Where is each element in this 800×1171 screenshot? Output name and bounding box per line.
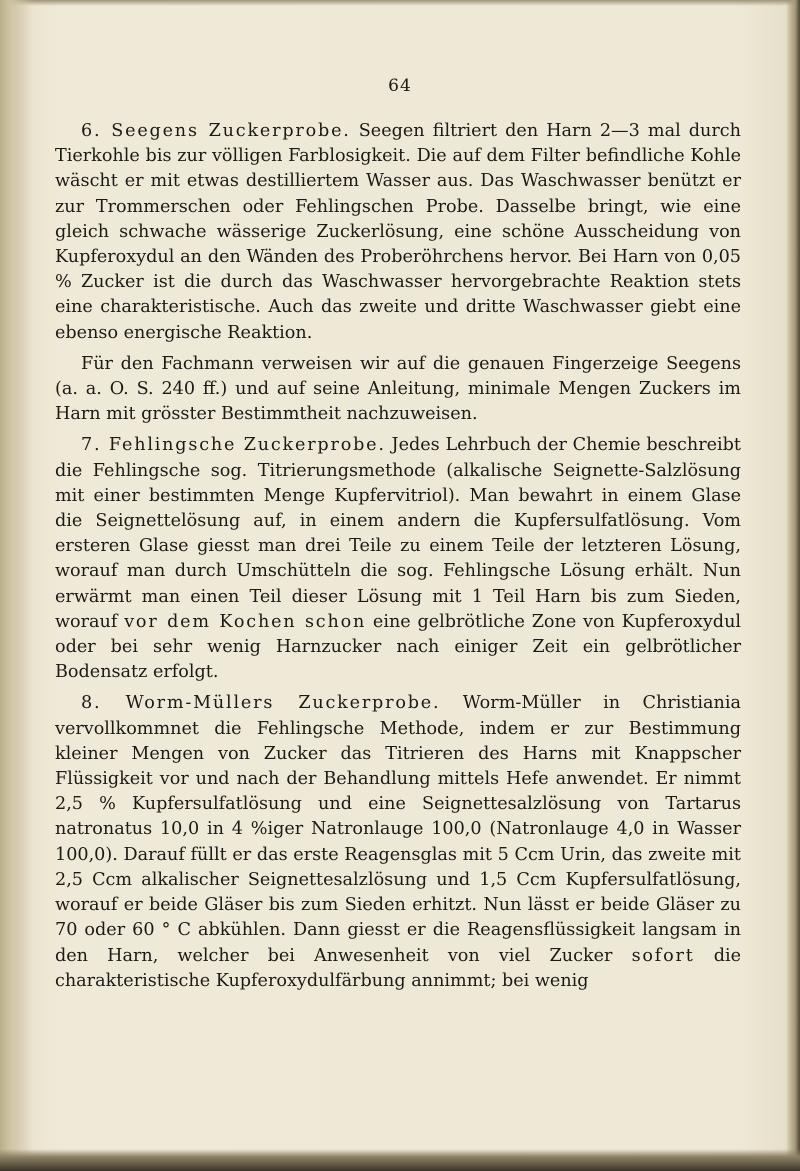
section-8-heading: 8. Worm-Müllers Zuckerprobe.: [81, 693, 441, 714]
section-7-heading: 7. Fehlingsche Zuckerprobe.: [81, 435, 386, 456]
section-6-heading: 6. Seegens Zuckerprobe.: [81, 121, 351, 141]
fachmann-text: Für den Fachmann verweisen wir auf die genauen Fingerzeige Seegens (a. a. O. S. 240 ff.) und auf seine Anleitung, minimale Mengen Zuckers im Harn mit grösster Bestimmtheit nachzuweisen.: [55, 353, 741, 425]
binding-shadow-right: [786, 0, 800, 1171]
section-8-paragraph: [55, 691, 741, 993]
section-7-paragraph: [55, 433, 741, 685]
body-text: [55, 119, 741, 994]
binding-shadow-left: [0, 0, 34, 1171]
section-7-text: Jedes Lehrbuch der Chemie beschreibt die Fehlingsche sog. Titrierungsmethode (alkalische Seignette-Salzlösung mit einer bestimmten Menge Kupfervitriol). Man bewahrt in einem Glase die Seignettelösung auf, in einem andern die Kupfersulfatlösung. Vom ersteren Glase giesst man drei Teile zu einem Teile der letzteren Lösung, worauf man durch Umschütteln die sog. Fehlingsche Lösung erhält. Nun erwärmt man einen Teil dieser Lösung mit 1 Teil Harn bis zum Sieden, worauf: [55, 435, 741, 632]
page-number: 64: [388, 76, 412, 96]
section-6-paragraph: [55, 119, 741, 346]
section-7-text-after: eine gelbrötliche Zone von Kupferoxydul oder bei sehr wenig Harnzucker nach einiger Zeit ein gelbrötlicher Bodensatz erfolgt.: [55, 611, 742, 683]
section-6-text: Seegen filtriert den Harn 2—3 mal durch Tierkohle bis zur völligen Farblosigkeit. Die auf dem Filter befindliche Kohle wäscht er mit etwas destilliertem Wasser aus. Das Waschwasser benützt er zur Trommerschen oder Fehlingschen Probe. Dasselbe bringt, wie eine gleich schwache wässerige Zuckerlösung, eine schöne Ausscheidung von Kupferoxydul an den Wänden des Proberöhrchens hervor. Bei Harn von 0,05 % Zucker ist die durch das Waschwasser hervorgebrachte Reaktion stets eine charakteristische. Auch das zweite und dritte Waschwasser giebt eine ebenso energische Reaktion.: [55, 121, 741, 343]
section-7-emphasis: vor dem Kochen schon: [124, 611, 367, 632]
fachmann-paragraph: [55, 352, 741, 428]
section-8-emphasis: sofort: [631, 945, 695, 966]
section-8-text: Worm-Müller in Christiania vervollkommnet die Fehlingsche Methode, indem er zur Bestimmung kleiner Mengen von Zucker das Titrieren des Harns mit Knappscher Flüssigkeit vor und nach der Behandlung mittels Hefe anwendet. Er nimmt 2,5 % Kupfersulfatlösung und eine Seignettesalzlösung von Tartarus natronatus 10,0 in 4 %iger Natronlauge 100,0 (Natronlauge 4,0 in Wasser 100,0). Darauf füllt er das erste Reagensglas mit 5 Ccm Urin, das zweite mit 2,5 Ccm alkalischer Seignettesalzlösung und 1,5 Ccm Kupfersulfatlösung, worauf er beide Gläser bis zum Sieden erhitzt. Nun lässt er beide Gläser zu 70 oder 60 ° C abkühlen. Dann giesst er die Reagensflüssigkeit langsam in den Harn, welcher bei Anwesenheit von viel Zucker: [55, 693, 741, 966]
page-bottom-edge: [0, 1149, 800, 1171]
page-top-edge: [0, 0, 800, 6]
section-8-text-after: die charakteristische Kupferoxydulfärbung annimmt; bei wenig: [55, 945, 742, 991]
